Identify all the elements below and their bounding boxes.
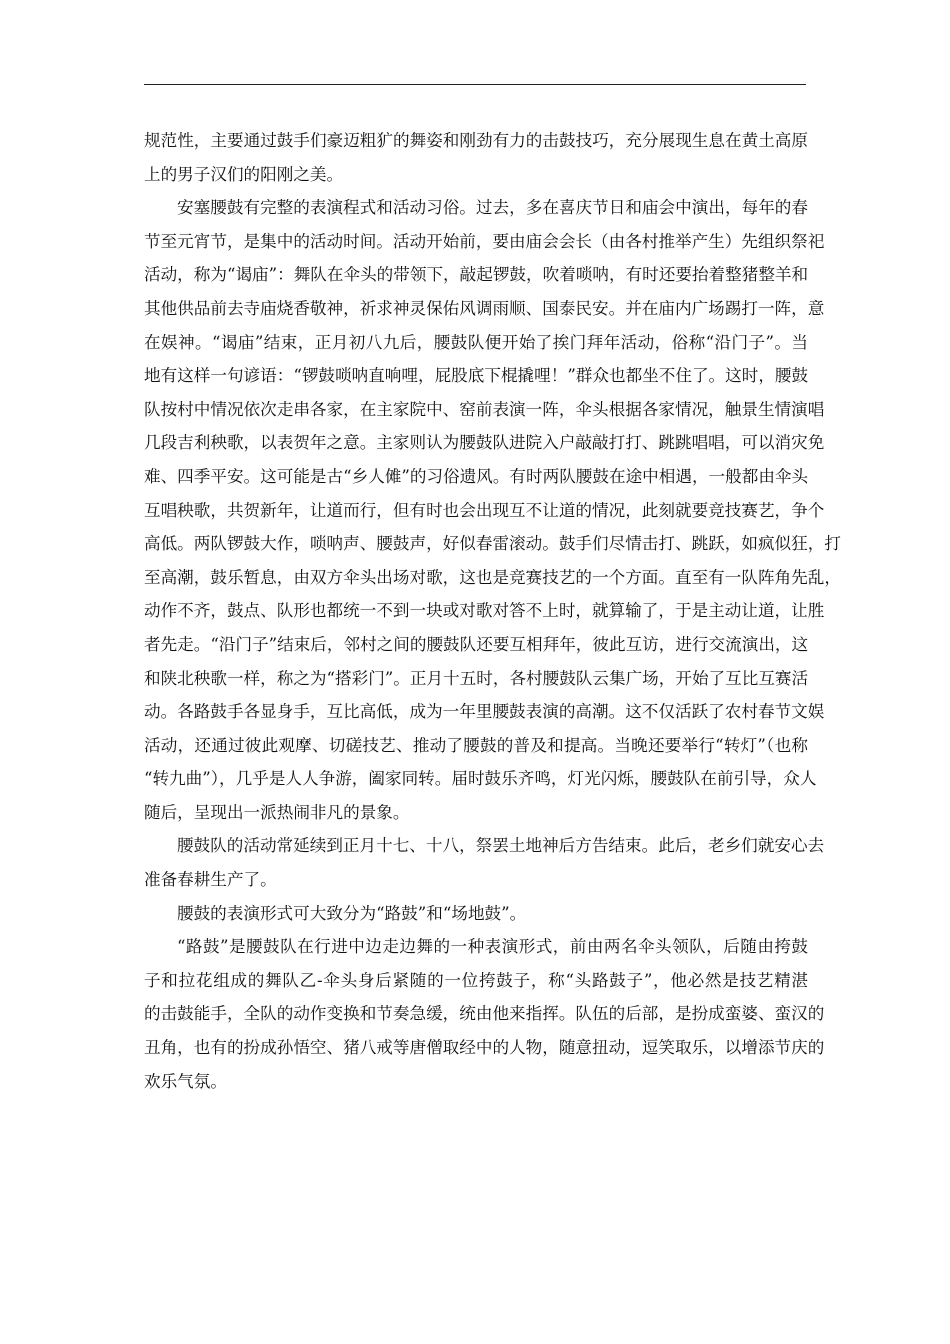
paragraph: [144, 191, 841, 829]
text-line: “转九曲”），几乎是人人争游，阖家同转。届时鼓乐齐鸣，灯光闪烁，腰鼓队在前引导，众人: [144, 769, 817, 789]
text-line: “路鼓”是腰鼓队在行进中边走边舞的一种表演形式，前由两名伞头领队，后随由挎鼓: [177, 937, 808, 957]
text-line: 高低。两队锣鼓大作，唢呐声、腰鼓声，好似春雷滚动。鼓手们尽情击打、跳跃，如疯似狂，打: [144, 534, 841, 554]
text-line: 队按村中情况依次走串各家，在主家院中、窑前表演一阵，伞头根据各家情况，触景生情演唱: [144, 399, 825, 419]
text-line: 腰鼓队的活动常延续到正月十七、十八，祭罢土地神后方告结束。此后，老乡们就安心去: [177, 836, 825, 856]
text-line: 欢乐气氛。: [144, 1071, 227, 1091]
paragraph: [144, 930, 825, 1098]
text-line: 难、四季平安。这可能是古“乡人傩”的习俗遗风。有时两队腰鼓在途中相遇，一般都由伞头: [144, 466, 809, 486]
text-line: 腰鼓的表演形式可大致分为“路鼓”和“场地鼓”。: [177, 903, 527, 923]
paragraph: [144, 897, 808, 931]
text-line: 互唱秧歌，共贺新年，让道而行，但有时也会出现互不让道的情况，此刻就要竞技赛艺，争个: [144, 500, 825, 520]
text-line: 随后，呈现出一派热闹非凡的景象。: [144, 802, 410, 822]
text-line: 安塞腰鼓有完整的表演程式和活动习俗。过去，多在喜庆节日和庙会中演出，每年的春: [177, 198, 808, 218]
text-line: 上的男子汉们的阳刚之美。: [144, 164, 344, 184]
text-line: 子和拉花组成的舞队乙-伞头身后紧随的一位挎鼓子，称“头路鼓子”，他必然是技艺精湛: [144, 970, 808, 990]
text-line: 其他供品前去寺庙烧香敬神，祈求神灵保佑风调雨顺、国泰民安。并在庙内广场踢打一阵，意: [144, 298, 825, 318]
text-line: 准备春耕生产了。: [144, 870, 277, 890]
text-line: 和陕北秧歌一样，称之为“搭彩门”。正月十五时，各村腰鼓队云集广场，开始了互比互赛活: [144, 668, 809, 688]
text-line: 者先走。“沿门子”结束后，邻村之间的腰鼓队还要互相拜年，彼此互访，进行交流演出，这: [144, 634, 809, 654]
header-rule: [144, 84, 806, 85]
paragraph: [144, 829, 825, 896]
text-line: 在娱神。“谒庙”结束，正月初八九后，腰鼓队便开始了挨门拜年活动，俗称“沿门子”。当: [144, 332, 808, 352]
text-line: 地有这样一句谚语：“锣鼓唢呐直响哩，屁股底下棍撬哩！”群众也都坐不住了。这时，腰鼓: [144, 366, 809, 386]
text-line: 动作不齐，鼓点、队形也都统一不到一块或对歌对答不上时，就算输了，于是主动让道，让胜: [144, 601, 825, 621]
text-line: 规范性，主要通过鼓手们豪迈粗犷的舞姿和刚劲有力的击鼓技巧，充分展现生息在黄土高原: [144, 131, 808, 150]
text-line: 几段吉利秧歌，以表贺年之意。主家则认为腰鼓队进院入户敲敲打打、跳跳唱唱，可以消灾免: [144, 433, 825, 453]
text-line: 的击鼓能手，全队的动作变换和节奏急缓，统由他来指挥。队伍的后部，是扮成蛮婆、蛮汉的: [144, 1004, 825, 1024]
text-line: 至高潮，鼓乐暂息，由双方伞头出场对歌，这也是竞赛技艺的一个方面。直至有一队阵角先乱，: [144, 567, 841, 587]
text-line: 活动，还通过彼此观摩、切磋技艺、推动了腰鼓的普及和提高。当晚还要举行“转灯”（也称: [144, 735, 808, 755]
text-line: 丑角，也有的扮成孙悟空、猪八戒等唐僧取经中的人物，随意扭动，逗笑取乐，以增添节庆的: [144, 1038, 825, 1058]
text-line: 动。各路鼓手各显身手，互比高低，成为一年里腰鼓表演的高潮。这不仅活跃了农村春节文娱: [144, 702, 825, 722]
paragraph: [144, 124, 808, 191]
text-line: 节至元宵节，是集中的活动时间。活动开始前，要由庙会会长（由各村推举产生）先组织祭祀: [144, 231, 825, 251]
document-body: [144, 124, 841, 1098]
text-line: 活动，称为“谒庙”：舞队在伞头的带领下，敲起锣鼓，吹着唢呐，有时还要抬着整猪整羊和: [144, 265, 809, 285]
